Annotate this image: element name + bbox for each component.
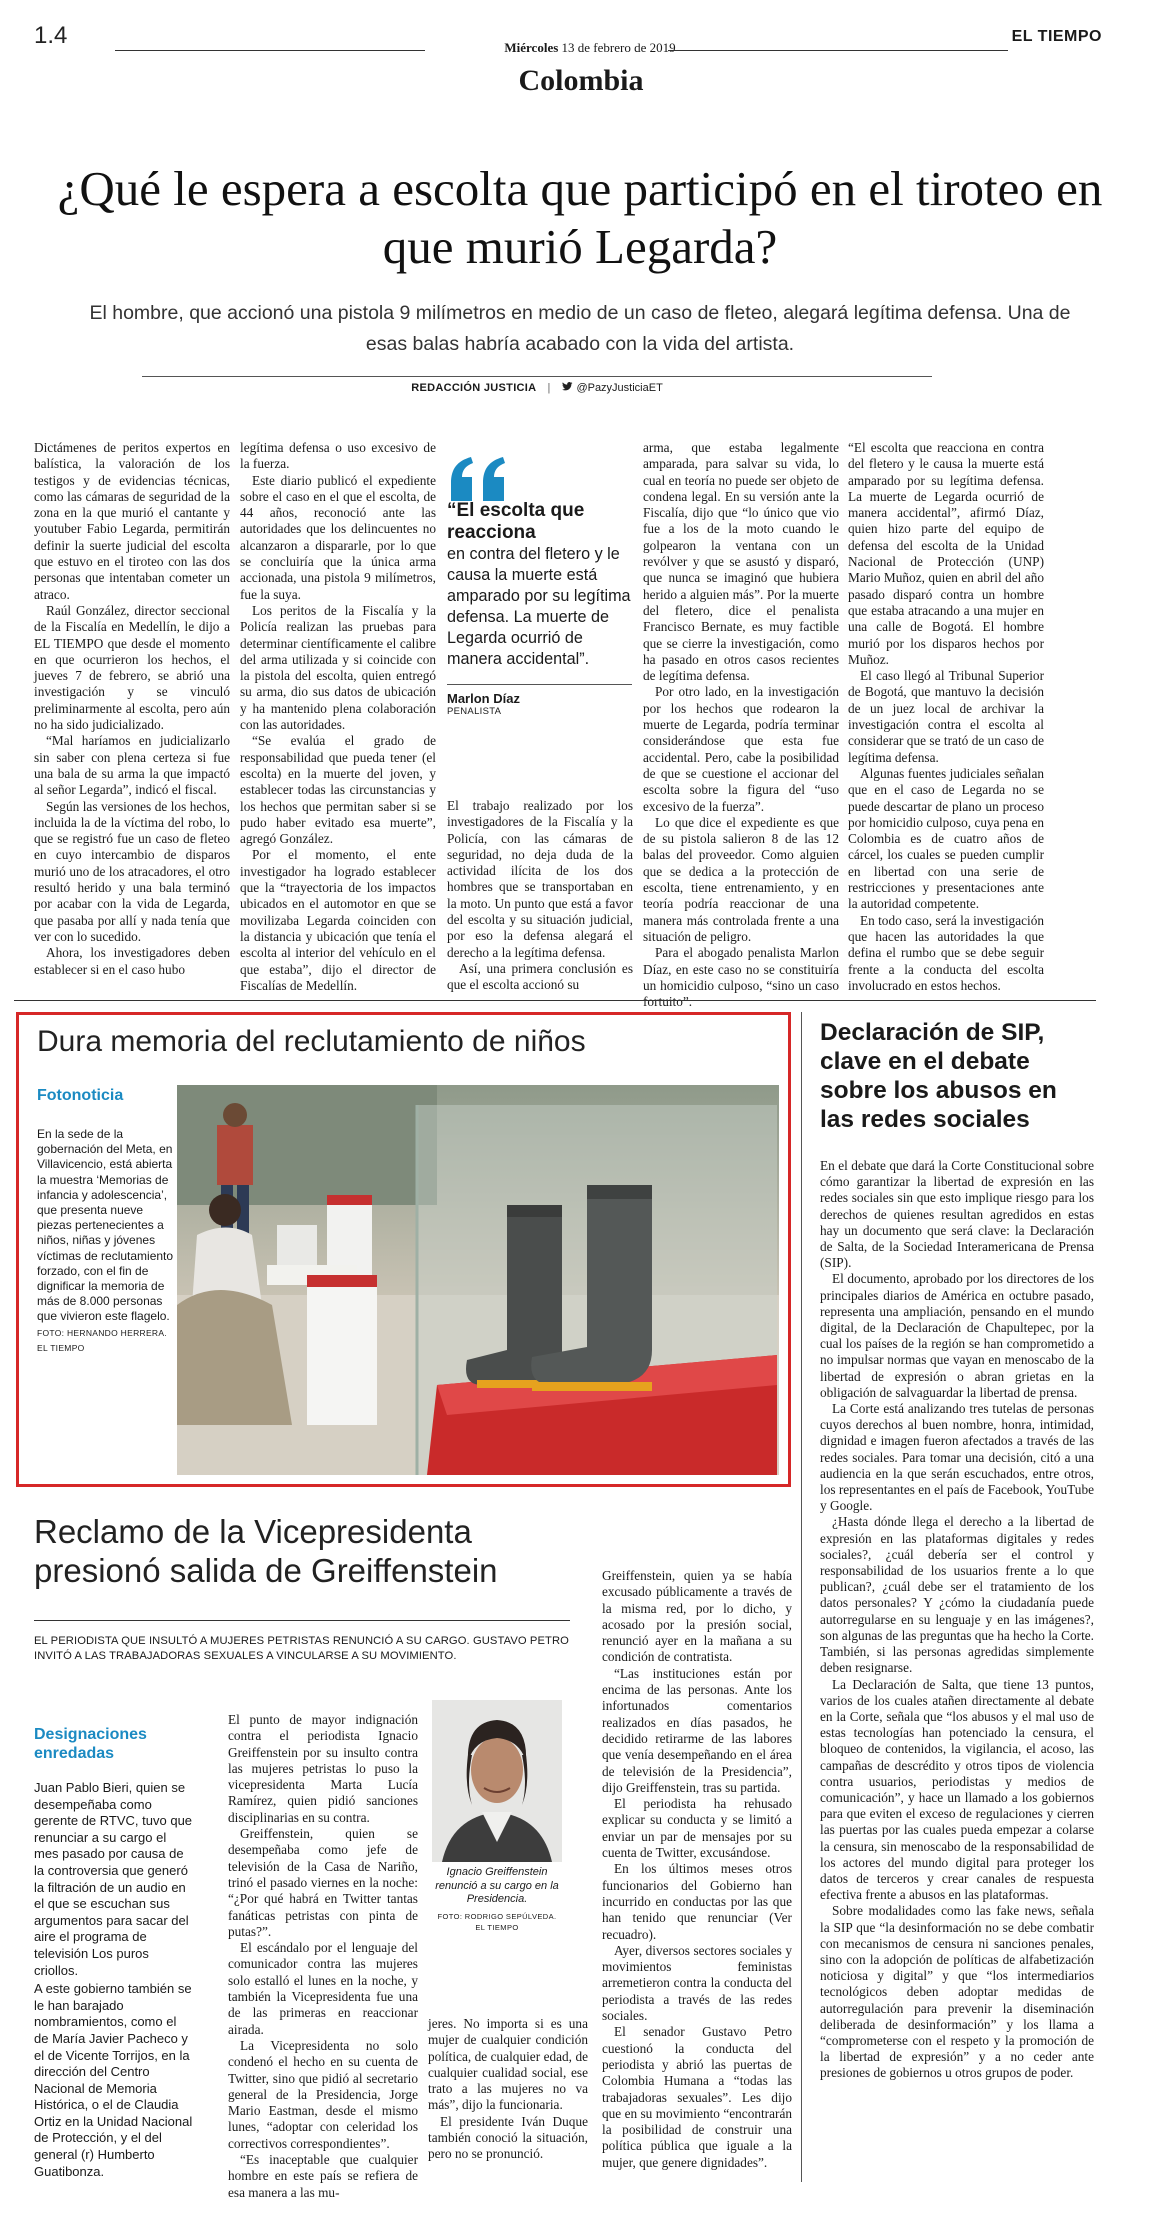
paragraph: La Declaración de Salta, que tiene 13 puntos, varios de los cuales atañen directamente al debate en la Corte, señala que “los abusos y el mal uso de estas tecnologías han potenciado la censura, el bloqueo de contenidos, la vigilancia, el acoso, las campañas de descrédito y otros tipos de violencia contra usuarios, periodistas y medios de comunicación”, y hace un llamado a los gobiernos para que eviten el exceso de regulaciones y cierren las puertas por las cuales pueda empezar a colarse la censura, sin menoscabo de la responsabilidad de los actores del mundo digital para proteger los datos de terceros y crear canales de respuesta efectiva frente a abusos en las plataformas. bbox=[820, 1676, 1094, 1903]
paragraph: “El escolta que reacciona en contra del fletero y le causa la muerte está amparado por su legítima defensa. La muerte de Legarda ocurrió de manera accidental”, afirmó Díaz, quien hizo parte del equipo de defensa del escolta de la Unidad Nacional de Protección (UNP) Mario Muñoz, quien en abril del año pasado disparó contra un hombre que estaba atracando a una mujer en una calle de Bogotá. El hombre murió por los disparos hechos por Muñoz. bbox=[848, 440, 1044, 667]
paragraph: La Corte está analizando tres tutelas de personas cuyos derechos al buen nombre, honra, intimidad, dignidad e imagen fueron afectados a través de las redes sociales. Para tomar una decisión, citó a una audiencia en la que serán escuchados, entre otros, los representantes en el país de Facebook, YouTube y Google. bbox=[820, 1401, 1094, 1514]
paragraph: Greiffenstein, quien se desempeñaba como jefe de televisión de la Casa de Nariño, trinó el pasado viernes en la noche: “¿Por qué habrá en Twitter tantas fanáticas petristas con pinta de putas?”. bbox=[228, 1826, 418, 1939]
paragraph: Ahora, los investigadores deben establecer si en el caso hubo bbox=[34, 945, 230, 977]
paragraph: Según las versiones de los hechos, incluida la de la víctima del robo, lo que se registró fue un caso de fleteo en cuyo intercambio de disparos murió uno de los atracadores, el otro resultó herido y una bala terminó por acabar con la vida de Legarda, que pasaba por allí y nada tenía que ver con lo sucedido. bbox=[34, 798, 230, 944]
fotonoticia-label: Fotonoticia bbox=[37, 1087, 124, 1104]
date-day: Miércoles bbox=[504, 40, 559, 55]
byline bbox=[142, 382, 932, 394]
quote-author: Marlon Díaz bbox=[447, 691, 520, 706]
quote-title: “El escolta que reacciona bbox=[447, 500, 585, 543]
main-col-5 bbox=[848, 440, 1044, 994]
paragraph: En los últimos meses otros funcionarios del Gobierno han incurrido en conductas por las que han tenido que renunciar (Ver recuadro). bbox=[602, 1861, 792, 1942]
paragraph: Los peritos de la Fiscalía y la Policía realizan las pruebas para determinar científicamente el calibre del arma utilizada y si coincide con la pistola del escolta, quien entregó su arma, dio sus datos de ubicación y ha mantenido plena colaboración con las autoridades. bbox=[240, 602, 436, 733]
bottom-col-3 bbox=[428, 2016, 588, 2163]
bottom-headline: Reclamo de la Vicepresidenta presionó salida de Greiffenstein bbox=[34, 1513, 498, 1589]
paragraph: Por el momento, el ente investigador ha logrado establecer que la “trayectoria de los impactos ubicados en el automotor en que se movilizaba Legarda coinciden con la distancia y ubicación que tenía el escolta al interior del vehículo en el que estaba”, dijo el director de Fiscalías de Medellín. bbox=[240, 847, 436, 993]
paragraph: Ayer, diversos sectores sociales y movimientos feministas arremetieron contra la conducta del periodista a través de las redes sociales. bbox=[602, 1942, 792, 2024]
paragraph: “Se evalúa el grado de responsabilidad que pueda tener (el escolta) en la muerte del joven, y establecer todas las circunstancias y los hechos que permitan saber si se pudo haber evitado esa muerte”, agregó González. bbox=[240, 733, 436, 847]
portrait-image bbox=[432, 1700, 562, 1862]
date-rest: 13 de febrero de 2019 bbox=[561, 40, 676, 55]
quote-rule bbox=[447, 684, 632, 685]
quote-mark-icon bbox=[447, 440, 632, 494]
paragraph: Por otro lado, en la investigación por los hechos que rodearon la muerte de Legarda, podría terminar considerándose que esta fue accidental. Pero, cabe la posibilidad de que se cuestione el accionar del escolta sobre la figura del “uso excesivo de la fuerza”. bbox=[643, 684, 839, 814]
paragraph: El periodista ha rehusado explicar su conducta y se limitó a enviar un par de mensajes por su cuenta de Twitter, excusándose. bbox=[602, 1796, 792, 1861]
paragraph: Sobre modalidades como las fake news, señala la SIP que “la desinformación no se debe combatir con mecanismos de censura ni sanciones penales, sino con la adopción de políticas de alfabetización noticiosa y digital” y que “los intermediarios tecnológicos deben adoptar medidas de autorregulación para prevenir la diseminación deliberada de desinformación” y los llama a “comprometerse con el respeto y la promoción de la libertad de expresión” y a no ceder ante presiones de gobiernos u otros grupos de poder. bbox=[820, 1903, 1094, 2081]
portrait-credit: FOTO: RODRIGO SEPÚLVEDA. EL TIEMPO bbox=[437, 1911, 557, 1932]
paragraph: El documento, aprobado por los directores de los principales diarios de América en octubre pasado, representa una ampliación, pensando en el mundo digital, de la Declaración de Chapultepec, por la cual los países de la región se han comprometido a no impulsar normas que vayan en menoscabo de la libertad de expresión o abran grietas en la obligación de salvaguardar la libertad de prensa. bbox=[820, 1271, 1094, 1400]
main-col-2 bbox=[240, 440, 436, 994]
newspaper-name: EL TIEMPO bbox=[1011, 28, 1102, 45]
paragraph: legítima defensa o uso excesivo de la fuerza. bbox=[240, 440, 436, 472]
column-divider bbox=[801, 1012, 802, 2182]
main-col-4 bbox=[643, 440, 839, 1010]
byline-rule bbox=[142, 376, 932, 377]
page-number: 1.4 bbox=[34, 22, 68, 49]
paragraph: Así, una primera conclusión es que el escolta accionó su bbox=[447, 960, 633, 993]
main-col-1 bbox=[34, 440, 230, 978]
portrait-caption-text: Ignacio Greiffenstein renunció a su cargo en la Presidencia. bbox=[435, 1866, 559, 1905]
byline-separator: | bbox=[547, 382, 551, 394]
section-divider bbox=[14, 1000, 1096, 1001]
dateline bbox=[420, 40, 760, 56]
paragraph: “Las instituciones están por encima de las personas. Ante los infortunados comentarios realizados en días pasados, he decidido retirarme de las labores que venía desempeñando en el área de televisión de la Presidencia”, dijo Greiffenstein, tras su partida. bbox=[602, 1665, 792, 1795]
photo-credit: FOTO: HERNANDO HERRERA. EL TIEMPO bbox=[37, 1327, 168, 1353]
photo-caption-text: En la sede de la gobernación del Meta, en Villavicencio, está abierta la muestra ‘Memorias de infancia y adolescencia’, que presenta nueve piezas pertenecientes a niños, niñas y jóvenes víctimas de reclutamiento forzado, con el fin de dignificar la memoria de más de 8.000 personas que vivieron este flagelo. bbox=[37, 1127, 174, 1324]
sip-body bbox=[820, 1158, 1094, 2082]
paragraph: arma, que estaba legalmente amparada, para salvar su vida, lo cual en teoría no puede ser objeto de condena legal. En su versión ante la Fiscalía, dijo que “lo único que vio fue a los de la moto cuando le golpearon la ventana con un revólver y que se asustó y disparó, que nunca se imaginó que hubiera herido a alguien más”. Por la muerte del fletero, dice el penalista Francisco Bernate, es muy factible que se cierre la investigación, como ha pasado en otros casos recientes de legítima defensa. bbox=[643, 440, 839, 684]
paragraph: El caso llegó al Tribunal Superior de Bogotá, que mantuvo la decisión de un juez local de archivar la investigación contra el escolta al considerar que se trató de un caso de legítima defensa. bbox=[848, 668, 1044, 765]
paragraph: El senador Gustavo Petro cuestionó la conducta del periodista y abrió las puertas de Colombia Humana a “todas las trabajadoras sexuales”. Les dijo que en su movimiento “encontrarán la posibilidad de construir una política pública que iguale a la mujer, que genere dignidades”. bbox=[602, 2024, 792, 2170]
paragraph: Este diario publicó el expediente sobre el caso en el que el escolta, de 44 años, reconoció ante las autoridades que los delincuentes no alcanzaron a dispararle, por lo que se concluiría que la única arma accionada, una pistola 9 milímetros, fue la suya. bbox=[240, 472, 436, 602]
paragraph: Para el abogado penalista Marlon Díaz, en este caso no se constituiría un homicidio culposo, “sino un caso fortuito”. bbox=[643, 945, 839, 1010]
photo-caption bbox=[37, 1127, 177, 1355]
photo-feature bbox=[16, 1012, 791, 1487]
twitter-icon bbox=[561, 382, 573, 394]
bottom-col-2 bbox=[228, 1712, 418, 2201]
bottom-rule bbox=[34, 1620, 570, 1621]
quote-body: en contra del fletero y le causa la muerte está amparado por su legítima defensa. La muerte de Legarda ocurrió de manera accidental”. bbox=[447, 545, 631, 668]
paragraph: Juan Pablo Bieri, quien se desempeñaba como gerente de RTVC, tuvo que renunciar a su cargo el mes pasado por causa de la controversia que generó la filtración de un audio en el que se escuchan sus argumentos para sacar del aire el programa de televisión Los puros criollos. bbox=[34, 1780, 193, 1978]
paragraph: Greiffenstein, quien ya se había excusado públicamente a través de la misma red, por lo dicho, y acosado por la presión social, renunció ayer en la mañana a su condición de contratista. bbox=[602, 1568, 792, 1665]
header-rule-right bbox=[668, 50, 1008, 51]
paragraph: Algunas fuentes judiciales señalan que en el caso de Legarda no se puede descartar de plano un proceso por homicidio culposo, cuya pena en Colombia es de cuatro años de cárcel, los cuales se pueden cumplir en libertad con una serie de restricciones y presentaciones ante la autoridad competente. bbox=[848, 765, 1044, 912]
sip-headline: Declaración de SIP, clave en el debate sobre los abusos en las redes sociales bbox=[820, 1019, 1057, 1133]
exhibit-photo bbox=[177, 1085, 779, 1475]
paragraph: La Vicepresidenta no solo condenó el hecho en su cuenta de Twitter, sino que pidió al secretario general de la Presidencia, Jorge Mario Eastman, desde el mismo lunes, “adoptar con celeridad los correctivos correspondientes”. bbox=[228, 2037, 418, 2151]
header-rule-left bbox=[115, 50, 425, 51]
paragraph: El trabajo realizado por los investigadores de la Fiscalía y la Policía, con las cámaras de seguridad, no deja duda de la actividad ilícita de los dos hombres que se transportaban en la moto. Un punto que está a favor del escolta y su situación judicial, por eso la defensa alegará el derecho a la legítima defensa. bbox=[447, 798, 633, 960]
paragraph: El escándalo por el lenguaje del comunicador contra las mujeres solo estalló el lunes en la noche, y también la Vicepresidenta fue una de las primeras en reaccionar airada. bbox=[228, 1940, 418, 2037]
exhibit-photo-image bbox=[177, 1085, 779, 1475]
portrait-caption bbox=[432, 1866, 562, 1933]
paragraph: jeres. No importa si es una mujer de cualquier condición política, de cualquier edad, de cualquier cualidad social, ese trato a las mujeres no va más”, dijo la funcionaria. bbox=[428, 2016, 588, 2113]
sidebar-title: Designaciones enredadas bbox=[34, 1726, 147, 1762]
paragraph: ¿Hasta dónde llega el derecho a la libertad de expresión en las plataformas digitales y redes sociales?, ¿cuál debería ser el control y responsabilidad de los usuarios frente a lo que publican?, ¿cuál debe ser el tratamiento de los datos personales? Y ¿cómo la ciudadanía puede autorregularse en su lenguaje y en las imágenes?, son algunas de las preguntas que ha hecho la Corte. También, si las personas agredidas simplemente deben resignarse. bbox=[820, 1514, 1094, 1676]
byline-author: REDACCIÓN JUSTICIA bbox=[411, 382, 537, 394]
paragraph: A este gobierno también se le han barajado nombramientos, como el de María Javier Pacheco y el de Vicente Torrijos, en la dirección del Centro Nacional de Memoria Histórica, o el de Claudia Ortiz en la Unidad Nacional de Protección, y el del general (r) Humberto Guatibonza. bbox=[34, 1981, 193, 2179]
paragraph: Raúl González, director seccional de la Fiscalía en Medellín, le dijo a EL TIEMPO que desde el momento en que ocurrieron los hechos, el jueves 7 de febrero, se abrió una investigación y se vinculó preliminarmente al escolta, pero aún no ha sido judicializado. bbox=[34, 602, 230, 733]
paragraph: “Mal haríamos en judicializarlo sin saber con plena certeza si fue una bala de su arma la que impactó al señor Legarda”, indicó el fiscal. bbox=[34, 733, 230, 798]
quote-role: PENALISTA bbox=[447, 706, 502, 717]
byline-twitter: @PazyJusticiaET bbox=[576, 382, 663, 394]
paragraph: Dictámenes de peritos expertos en balística, la valoración de los testigos y de evidencias técnicas, como las cámaras de seguridad de la zona en la que murió el cantante y youtuber Fabio Legarda, permitirán definir la suerte judicial del escolta que estuvo en el tiroteo con las dos personas que intentaban cometer un atraco. bbox=[34, 440, 230, 602]
bottom-col-4 bbox=[602, 1568, 792, 2171]
sidebar-body bbox=[34, 1780, 194, 2180]
main-deck: El hombre, que accionó una pistola 9 milímetros en medio de un caso de fleteo, alegará legítima defensa. Una de esas balas habría acabado con la vida del artista. bbox=[89, 302, 1071, 355]
portrait-photo bbox=[432, 1700, 562, 1862]
paragraph: El punto de mayor indignación contra el periodista Ignacio Greiffenstein por su insulto contra las mujeres petristas lo puso la vicepresidenta Marta Lucía Ramírez, quien pidió sanciones disciplinarias en su contra. bbox=[228, 1712, 418, 1825]
bottom-deck: EL PERIODISTA QUE INSULTÓ A MUJERES PETRISTAS RENUNCIÓ A SU CARGO. GUSTAVO PETRO INVITÓ A LAS TRABAJADORAS SEXUALES A VINCULARSE A SU MOVIMIENTO. bbox=[34, 1635, 569, 1662]
photo-feature-title: Dura memoria del reclutamiento de niños bbox=[37, 1025, 586, 1058]
main-col-3 bbox=[447, 798, 633, 994]
paragraph: En todo caso, será la investigación que hacen las autoridades la que defina el rumbo que se debe seguir frente a la conducta del escolta involucrado en estos hechos. bbox=[848, 912, 1044, 993]
paragraph: “Es inaceptable que cualquier hombre en este país se refiera de esa manera a las mu- bbox=[228, 2152, 418, 2200]
main-headline: ¿Qué le espera a escolta que participó en el tiroteo en que murió Legarda? bbox=[57, 161, 1103, 274]
paragraph: El presidente Iván Duque también conoció la situación, pero no se pronunció. bbox=[428, 2113, 588, 2162]
paragraph: En el debate que dará la Corte Constitucional sobre cómo garantizar la libertad de expresión en las redes sociales sin que esto implique riesgo para los derechos de quienes resultan agredidos en estas hay un documento que será clave: la Declaración de Salta, de la Sociedad Interamericana de Prensa (SIP). bbox=[820, 1158, 1094, 1271]
pull-quote bbox=[447, 440, 632, 717]
section-title: Colombia bbox=[518, 64, 644, 97]
paragraph: Lo que dice el expediente es que de su pistola salieron 8 de las 12 balas del proveedor. Como alguien que se dedica a la protección de escolta, tiene entrenamiento, y en teoría podría reaccionar de una manera más controlada frente a una situación de peligro. bbox=[643, 814, 839, 944]
